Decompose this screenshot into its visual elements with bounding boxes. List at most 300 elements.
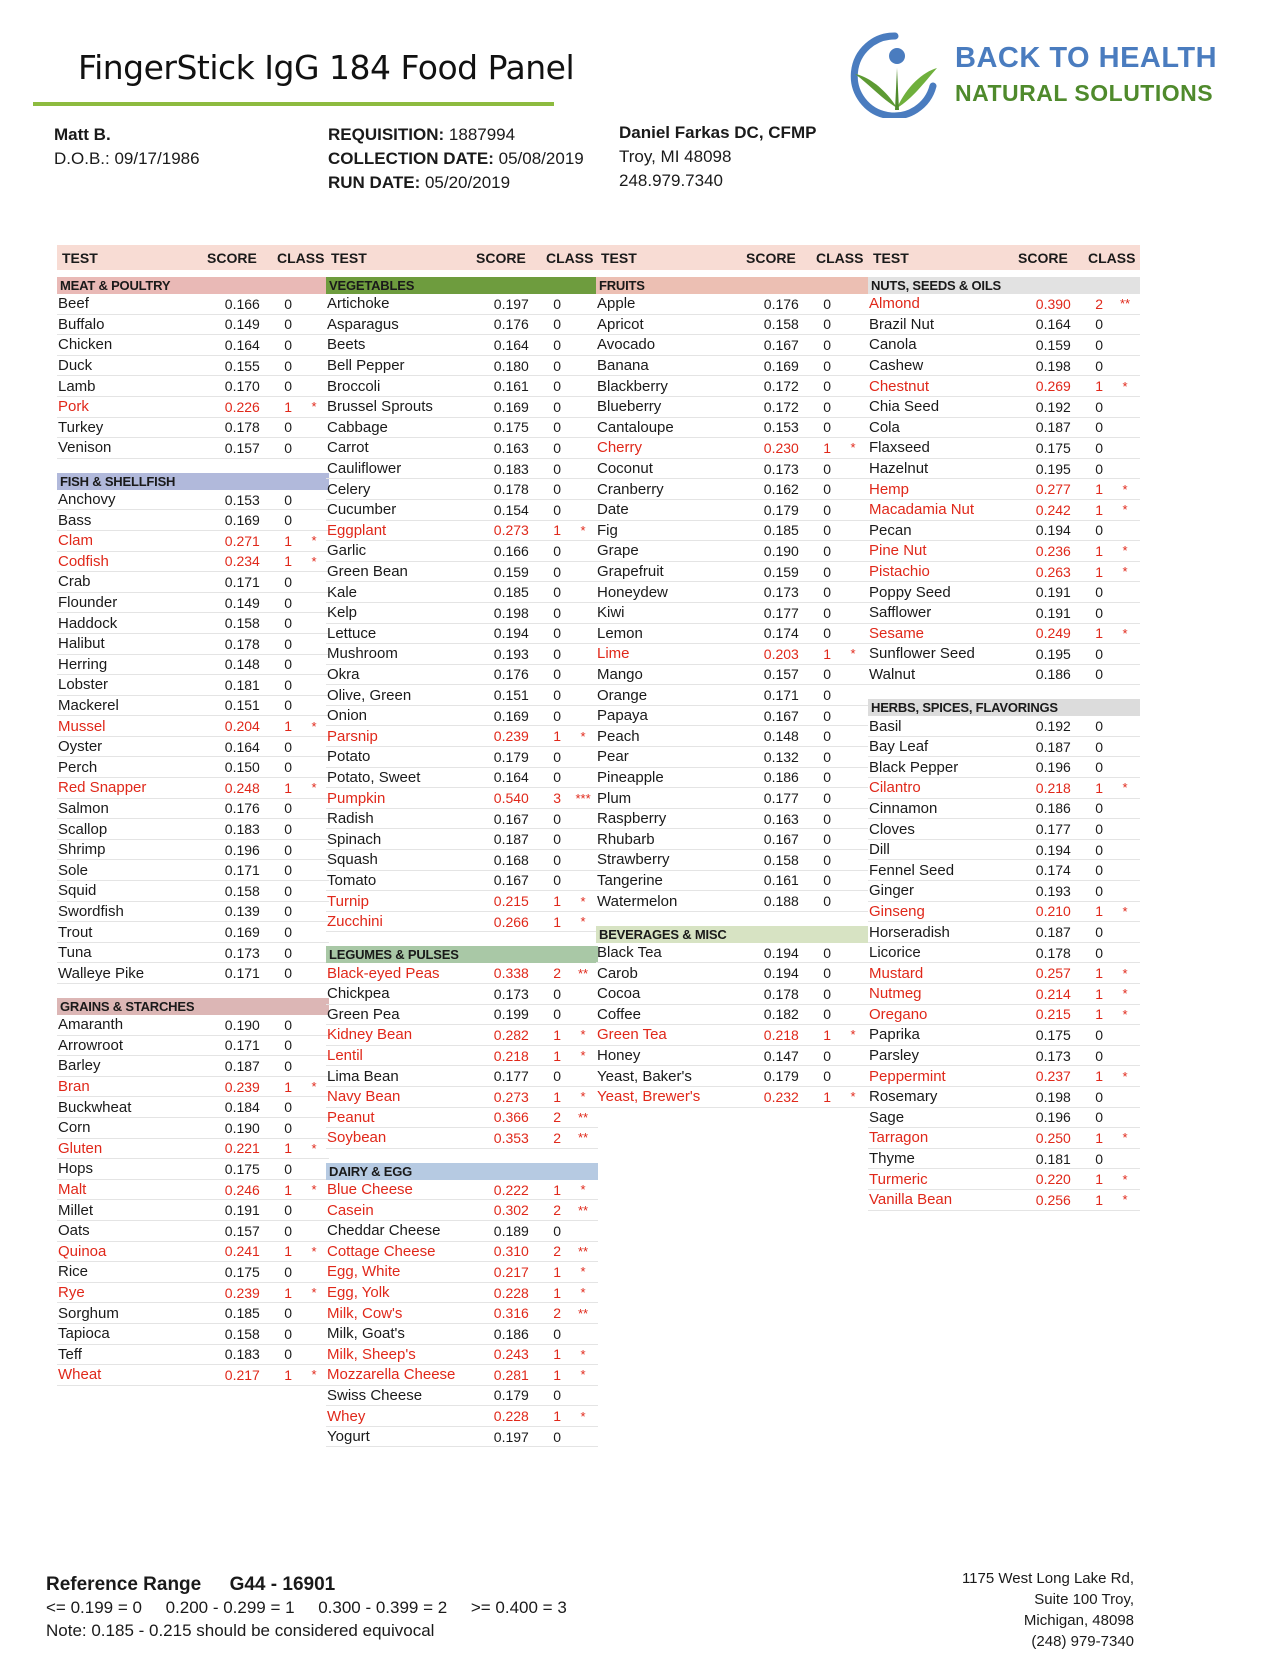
food-class: 0	[1095, 645, 1104, 662]
result-row	[57, 1200, 329, 1221]
food-name: Cauliflower	[327, 460, 402, 478]
food-class: 1	[553, 1088, 562, 1105]
food-class: 0	[284, 615, 293, 632]
reactivity-stars: *	[850, 440, 856, 456]
food-score: 0.176	[763, 295, 799, 312]
result-row	[868, 840, 1140, 861]
food-score: 0.220	[1035, 1171, 1071, 1188]
food-name: Orange	[597, 686, 648, 704]
food-score: 0.226	[224, 398, 260, 415]
food-score: 0.158	[224, 882, 260, 899]
result-row	[596, 747, 868, 768]
header-class: CLASS	[277, 249, 325, 266]
food-score: 0.185	[224, 1305, 260, 1322]
food-score: 0.190	[224, 1119, 260, 1136]
food-class: 1	[553, 1408, 562, 1425]
food-score: 0.162	[763, 481, 799, 498]
food-score: 0.169	[224, 924, 260, 941]
food-class: 0	[1095, 738, 1104, 755]
food-class: 0	[1095, 944, 1104, 961]
food-name: Codfish	[58, 552, 109, 570]
food-category	[326, 946, 598, 1148]
reactivity-stars: *	[580, 1367, 586, 1383]
result-row	[868, 716, 1140, 737]
food-score: 0.196	[1035, 759, 1071, 776]
result-row	[596, 582, 868, 603]
result-row	[57, 819, 329, 840]
result-row	[57, 737, 329, 758]
food-class: 2	[553, 965, 562, 982]
result-row	[868, 1005, 1140, 1026]
reference-range	[46, 1573, 567, 1642]
food-score: 0.230	[763, 439, 799, 456]
result-row	[868, 1108, 1140, 1129]
food-score: 0.158	[224, 615, 260, 632]
reactivity-stars: *	[580, 1346, 586, 1362]
reactivity-stars: *	[1122, 1068, 1128, 1084]
food-name: Chickpea	[327, 985, 390, 1003]
food-class: 2	[553, 1109, 562, 1126]
dob-value: 09/17/1986	[114, 149, 200, 168]
result-row	[57, 613, 329, 634]
result-row	[326, 500, 598, 521]
food-name: Green Bean	[327, 563, 408, 581]
food-name: Arrowroot	[58, 1036, 124, 1054]
food-name: Onion	[327, 707, 368, 725]
food-name: Grapefruit	[597, 563, 664, 581]
food-class: 0	[553, 769, 562, 786]
result-row	[57, 1159, 329, 1180]
reactivity-stars: **	[578, 1109, 589, 1125]
result-row	[326, 376, 598, 397]
food-score: 0.186	[493, 1325, 529, 1342]
food-class: 1	[823, 1088, 832, 1105]
result-row	[868, 294, 1140, 315]
result-row	[326, 603, 598, 624]
result-row	[596, 685, 868, 706]
food-class: 1	[284, 779, 293, 796]
column-header	[57, 245, 329, 270]
reactivity-stars: *	[1122, 903, 1128, 919]
result-row	[57, 335, 329, 356]
food-score: 0.237	[1035, 1068, 1071, 1085]
food-name: Anchovy	[58, 491, 116, 509]
food-score: 0.173	[763, 584, 799, 601]
result-row	[57, 1097, 329, 1118]
food-score: 0.186	[1035, 666, 1071, 683]
food-score: 0.178	[493, 481, 529, 498]
result-row	[57, 1015, 329, 1036]
food-class: 1	[553, 1181, 562, 1198]
food-class: 0	[553, 831, 562, 848]
food-name: Cherry	[597, 439, 643, 457]
food-score: 0.218	[1035, 779, 1071, 796]
food-name: Carob	[597, 964, 638, 982]
result-row	[57, 1118, 329, 1139]
reference-note: Note: 0.185 - 0.215 should be considered equivocal	[46, 1621, 435, 1640]
run-date-value: 05/20/2019	[424, 173, 511, 192]
food-class: 0	[1095, 1109, 1104, 1126]
food-name: Soybean	[327, 1129, 387, 1147]
result-row	[868, 582, 1140, 603]
food-name: Raspberry	[597, 810, 667, 828]
address-line-3: Michigan, 48098	[1023, 1612, 1134, 1629]
food-name: Sesame	[869, 624, 925, 642]
food-score: 0.204	[224, 718, 260, 735]
result-row	[868, 397, 1140, 418]
food-class: 0	[284, 1263, 293, 1280]
food-class: 1	[1095, 481, 1104, 498]
food-score: 0.273	[493, 1088, 529, 1105]
food-name: Potato, Sweet	[327, 768, 421, 786]
food-class: 0	[284, 1346, 293, 1363]
result-row	[596, 1025, 868, 1046]
food-score: 0.249	[1035, 625, 1071, 642]
food-name: Watermelon	[597, 892, 678, 910]
food-class: 0	[1095, 1026, 1104, 1043]
food-name: Basil	[869, 717, 902, 735]
food-score: 0.177	[763, 790, 799, 807]
food-name: Pear	[597, 748, 629, 766]
result-row	[596, 665, 868, 686]
food-class: 0	[1095, 460, 1104, 477]
food-score: 0.186	[1035, 800, 1071, 817]
food-score: 0.187	[1035, 738, 1071, 755]
food-class: 0	[284, 862, 293, 879]
result-row	[868, 860, 1140, 881]
provider-name: Daniel Farkas DC, CFMP	[619, 123, 817, 142]
food-class: 0	[284, 594, 293, 611]
food-class: 0	[823, 1068, 832, 1085]
reference-title: Reference Range	[46, 1574, 202, 1595]
food-class: 0	[553, 439, 562, 456]
food-name: Haddock	[58, 614, 118, 632]
logo-emblem-icon	[845, 28, 945, 118]
food-class: 0	[1095, 800, 1104, 817]
food-name: Lentil	[327, 1047, 363, 1065]
food-class: 0	[553, 398, 562, 415]
result-row	[326, 1005, 598, 1026]
food-name: Mussel	[58, 717, 106, 735]
food-class: 1	[1095, 1129, 1104, 1146]
result-row	[868, 624, 1140, 645]
result-row	[326, 747, 598, 768]
category-title: VEGETABLES	[326, 277, 598, 294]
food-score: 0.310	[493, 1243, 529, 1260]
food-class: 1	[553, 1346, 562, 1363]
food-name: Buffalo	[58, 315, 105, 333]
result-row	[868, 902, 1140, 923]
food-name: Fennel Seed	[869, 861, 955, 879]
result-row	[868, 1066, 1140, 1087]
food-class: 1	[553, 1047, 562, 1064]
food-class: 0	[823, 728, 832, 745]
result-row	[868, 984, 1140, 1005]
food-name: Artichoke	[327, 295, 390, 313]
food-class: 1	[1095, 1068, 1104, 1085]
food-class: 0	[823, 851, 832, 868]
food-class: 0	[284, 738, 293, 755]
food-score: 0.159	[493, 563, 529, 580]
food-score: 0.178	[1035, 944, 1071, 961]
result-row	[868, 1025, 1140, 1046]
result-row	[868, 335, 1140, 356]
result-row	[326, 335, 598, 356]
food-name: Navy Bean	[327, 1088, 401, 1106]
result-row	[326, 1221, 598, 1242]
food-name: Coffee	[597, 1005, 641, 1023]
food-class: 0	[284, 491, 293, 508]
result-row	[326, 459, 598, 480]
reactivity-stars: *	[580, 1182, 586, 1198]
food-class: 0	[284, 573, 293, 590]
result-row	[57, 860, 329, 881]
result-row	[57, 552, 329, 573]
food-name: Herring	[58, 655, 108, 673]
food-score: 0.164	[224, 738, 260, 755]
food-class: 0	[553, 604, 562, 621]
food-name: Oats	[58, 1222, 90, 1240]
food-name: Honey	[597, 1047, 641, 1065]
food-score: 0.169	[493, 707, 529, 724]
category-title: MEAT & POULTRY	[57, 277, 329, 294]
result-row	[57, 1242, 329, 1263]
food-score: 0.214	[1035, 985, 1071, 1002]
food-name: Plum	[597, 789, 632, 807]
result-row	[326, 438, 598, 459]
food-name: Chestnut	[869, 377, 930, 395]
food-class: 0	[284, 656, 293, 673]
food-score: 0.190	[763, 542, 799, 559]
food-score: 0.175	[224, 1263, 260, 1280]
food-name: Yeast, Brewer's	[597, 1088, 701, 1106]
food-name: Tomato	[327, 871, 377, 889]
result-row	[868, 1190, 1140, 1211]
category-title: DAIRY & EGG	[326, 1163, 598, 1180]
food-name: Egg, White	[327, 1263, 401, 1281]
result-row	[57, 1180, 329, 1201]
food-class: 0	[1095, 821, 1104, 838]
result-row	[326, 1242, 598, 1263]
food-name: Cantaloupe	[597, 418, 674, 436]
reactivity-stars: *	[311, 553, 317, 569]
food-class: 0	[823, 687, 832, 704]
food-name: Mango	[597, 665, 643, 683]
food-score: 0.166	[493, 542, 529, 559]
food-name: Cranberry	[597, 480, 664, 498]
food-name: Gluten	[58, 1139, 103, 1157]
result-row	[868, 922, 1140, 943]
food-class: 0	[284, 697, 293, 714]
result-row	[326, 1046, 598, 1067]
food-class: 0	[553, 666, 562, 683]
result-row	[596, 479, 868, 500]
food-score: 0.148	[224, 656, 260, 673]
food-name: Macadamia Nut	[869, 501, 975, 519]
food-name: Avocado	[597, 336, 656, 354]
result-row	[868, 881, 1140, 902]
food-name: Tarragon	[869, 1129, 929, 1147]
patient-dob-line	[54, 147, 200, 171]
food-name: Parsnip	[327, 727, 378, 745]
food-class: 0	[553, 336, 562, 353]
food-class: 1	[553, 1284, 562, 1301]
food-name: Trout	[58, 923, 93, 941]
food-name: Asparagus	[327, 315, 399, 333]
reactivity-stars: *	[1122, 481, 1128, 497]
food-name: Papaya	[597, 707, 648, 725]
food-score: 0.178	[763, 985, 799, 1002]
result-row	[596, 1005, 868, 1026]
result-row	[868, 479, 1140, 500]
food-class: 0	[284, 1057, 293, 1074]
food-score: 0.191	[1035, 604, 1071, 621]
food-class: 0	[823, 625, 832, 642]
result-row	[326, 1128, 598, 1149]
result-row	[596, 356, 868, 377]
result-row	[57, 531, 329, 552]
food-class: 0	[284, 635, 293, 652]
food-score: 0.171	[224, 965, 260, 982]
result-row	[868, 500, 1140, 521]
food-class: 0	[284, 1202, 293, 1219]
result-row	[596, 984, 868, 1005]
food-name: Ginger	[869, 882, 915, 900]
food-name: Potato	[327, 748, 371, 766]
food-score: 0.167	[493, 872, 529, 889]
reactivity-stars: **	[578, 1243, 589, 1259]
food-name: Green Tea	[597, 1026, 667, 1044]
food-score: 0.168	[493, 851, 529, 868]
reactivity-stars: *	[580, 1048, 586, 1064]
result-row	[868, 757, 1140, 778]
food-score: 0.195	[1035, 645, 1071, 662]
food-name: Egg, Yolk	[327, 1284, 390, 1302]
result-row	[326, 644, 598, 665]
food-score: 0.150	[224, 759, 260, 776]
food-score: 0.187	[224, 1057, 260, 1074]
results-column	[868, 245, 1140, 1211]
food-name: Peanut	[327, 1108, 375, 1126]
food-name: Kidney Bean	[327, 1026, 413, 1044]
result-row	[326, 418, 598, 439]
food-score: 0.175	[224, 1160, 260, 1177]
result-row	[868, 737, 1140, 758]
result-row	[326, 665, 598, 686]
food-score: 0.263	[1035, 563, 1071, 580]
address-line-1: 1175 West Long Lake Rd,	[961, 1570, 1134, 1587]
food-name: Milk, Cow's	[327, 1304, 403, 1322]
food-score: 0.194	[1035, 841, 1071, 858]
food-name: Thyme	[869, 1150, 915, 1168]
result-row	[57, 294, 329, 315]
result-row	[868, 778, 1140, 799]
food-class: 1	[823, 645, 832, 662]
food-score: 0.273	[493, 522, 529, 539]
clinic-logo	[845, 28, 1225, 118]
food-name: Pecan	[869, 521, 912, 539]
food-name: Lime	[597, 645, 630, 663]
food-score: 0.228	[493, 1284, 529, 1301]
food-score: 0.173	[1035, 1047, 1071, 1064]
food-score: 0.177	[1035, 821, 1071, 838]
result-row	[57, 572, 329, 593]
reactivity-stars: *	[311, 780, 317, 796]
result-row	[57, 943, 329, 964]
food-score: 0.149	[224, 594, 260, 611]
food-score: 0.246	[224, 1181, 260, 1198]
food-name: Cheddar Cheese	[327, 1222, 441, 1240]
food-score: 0.277	[1035, 481, 1071, 498]
food-name: Crab	[58, 573, 91, 591]
food-score: 0.179	[493, 748, 529, 765]
header-class: CLASS	[816, 249, 864, 266]
food-name: Sunflower Seed	[869, 645, 975, 663]
result-row	[868, 665, 1140, 686]
food-score: 0.217	[493, 1263, 529, 1280]
result-row	[326, 1066, 598, 1087]
result-row	[326, 726, 598, 747]
food-score: 0.169	[224, 512, 260, 529]
food-name: Hops	[58, 1160, 94, 1178]
category-title: NUTS, SEEDS & OILS	[868, 277, 1140, 294]
food-score: 0.171	[224, 1037, 260, 1054]
food-score: 0.166	[224, 295, 260, 312]
result-row	[596, 1046, 868, 1067]
food-score: 0.241	[224, 1243, 260, 1260]
food-score: 0.218	[763, 1026, 799, 1043]
reactivity-stars: **	[578, 1202, 589, 1218]
result-row	[57, 510, 329, 531]
food-name: Parsley	[869, 1047, 920, 1065]
result-row	[868, 459, 1140, 480]
food-score: 0.232	[763, 1088, 799, 1105]
food-category	[57, 998, 329, 1386]
result-row	[596, 726, 868, 747]
food-score: 0.316	[493, 1305, 529, 1322]
food-name: Amaranth	[58, 1016, 124, 1034]
result-row	[868, 521, 1140, 542]
food-class: 0	[553, 625, 562, 642]
result-row	[596, 438, 868, 459]
reactivity-stars: *	[580, 522, 586, 538]
food-class: 0	[823, 563, 832, 580]
food-name: Teff	[58, 1345, 82, 1363]
food-name: Squash	[327, 851, 378, 869]
food-score: 0.157	[224, 1222, 260, 1239]
food-class: 0	[553, 357, 562, 374]
result-row	[596, 871, 868, 892]
food-name: Brussel Sprouts	[327, 398, 433, 416]
food-class: 0	[553, 1222, 562, 1239]
food-score: 0.151	[493, 687, 529, 704]
food-score: 0.179	[763, 1068, 799, 1085]
result-row	[596, 315, 868, 336]
food-name: Blue Cheese	[327, 1181, 413, 1199]
food-name: Bran	[58, 1078, 90, 1096]
food-class: 1	[1095, 563, 1104, 580]
result-row	[57, 1139, 329, 1160]
food-score: 0.194	[763, 965, 799, 982]
food-score: 0.158	[224, 1325, 260, 1342]
food-score: 0.271	[224, 532, 260, 549]
reactivity-stars: *	[311, 1367, 317, 1383]
result-row	[326, 1087, 598, 1108]
food-class: 2	[553, 1243, 562, 1260]
food-class: 1	[553, 893, 562, 910]
food-score: 0.172	[763, 378, 799, 395]
food-name: Pineapple	[597, 768, 664, 786]
